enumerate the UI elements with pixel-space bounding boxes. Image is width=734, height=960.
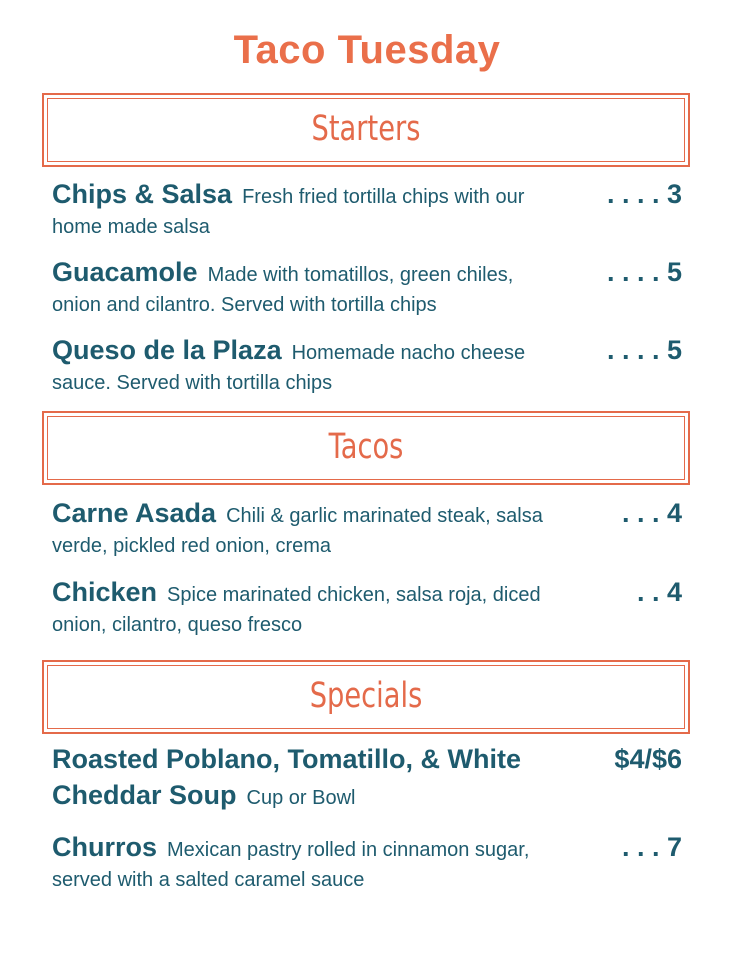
section-header-starters bbox=[42, 93, 690, 167]
page-title: Taco Tuesday bbox=[233, 28, 501, 72]
menu-item-soup bbox=[52, 741, 682, 816]
menu-item-churros bbox=[52, 829, 682, 895]
item-name: Queso de la Plaza bbox=[52, 335, 282, 365]
item-price: . . 4 bbox=[636, 577, 682, 607]
section-header-tacos bbox=[42, 411, 690, 485]
item-name-cont: Cheddar Soup bbox=[52, 780, 237, 810]
item-name: Carne Asada bbox=[52, 498, 217, 528]
item-description-cont: home made salsa bbox=[52, 216, 210, 238]
item-description-cont: verde, pickled red onion, crema bbox=[52, 535, 332, 557]
item-description-cont: served with a salted caramel sauce bbox=[52, 869, 365, 891]
item-price: . . . 7 bbox=[621, 832, 682, 862]
item-name: Churros bbox=[52, 832, 158, 862]
item-description-cont: onion, cilantro, queso fresco bbox=[52, 614, 303, 636]
item-description: Spice marinated chicken, salsa roja, diced bbox=[167, 584, 541, 606]
item-price: . . . . 5 bbox=[606, 335, 682, 365]
item-price: . . . 4 bbox=[621, 498, 682, 528]
item-description-cont: onion and cilantro. Served with tortilla chips bbox=[52, 294, 437, 316]
item-name: Chicken bbox=[52, 577, 158, 607]
item-price: . . . . 5 bbox=[606, 257, 682, 287]
menu-item-chicken bbox=[52, 574, 682, 640]
item-price: $4/$6 bbox=[614, 744, 682, 774]
item-description: Cup or Bowl bbox=[246, 787, 356, 809]
item-description: Mexican pastry rolled in cinnamon sugar, bbox=[167, 839, 530, 861]
section-title: Specials bbox=[309, 676, 423, 716]
item-description: Chili & garlic marinated steak, salsa bbox=[226, 505, 543, 527]
section-title: Starters bbox=[311, 109, 421, 149]
item-description: Made with tomatillos, green chiles, bbox=[207, 264, 514, 286]
section-header-specials bbox=[42, 660, 690, 734]
menu-item-queso bbox=[52, 332, 682, 398]
item-price: . . . . 3 bbox=[606, 179, 682, 209]
item-name: Chips & Salsa bbox=[52, 179, 233, 209]
section-title: Tacos bbox=[328, 427, 404, 467]
item-name: Guacamole bbox=[52, 257, 198, 287]
item-description: Homemade nacho cheese bbox=[291, 342, 526, 364]
menu-item-chips-salsa bbox=[52, 176, 682, 242]
item-name: Roasted Poblano, Tomatillo, & White bbox=[52, 744, 522, 774]
item-description: Fresh fried tortilla chips with our bbox=[242, 186, 525, 208]
item-description-cont: sauce. Served with tortilla chips bbox=[52, 372, 333, 394]
menu-item-carne-asada bbox=[52, 495, 682, 561]
menu-item-guacamole bbox=[52, 254, 682, 320]
